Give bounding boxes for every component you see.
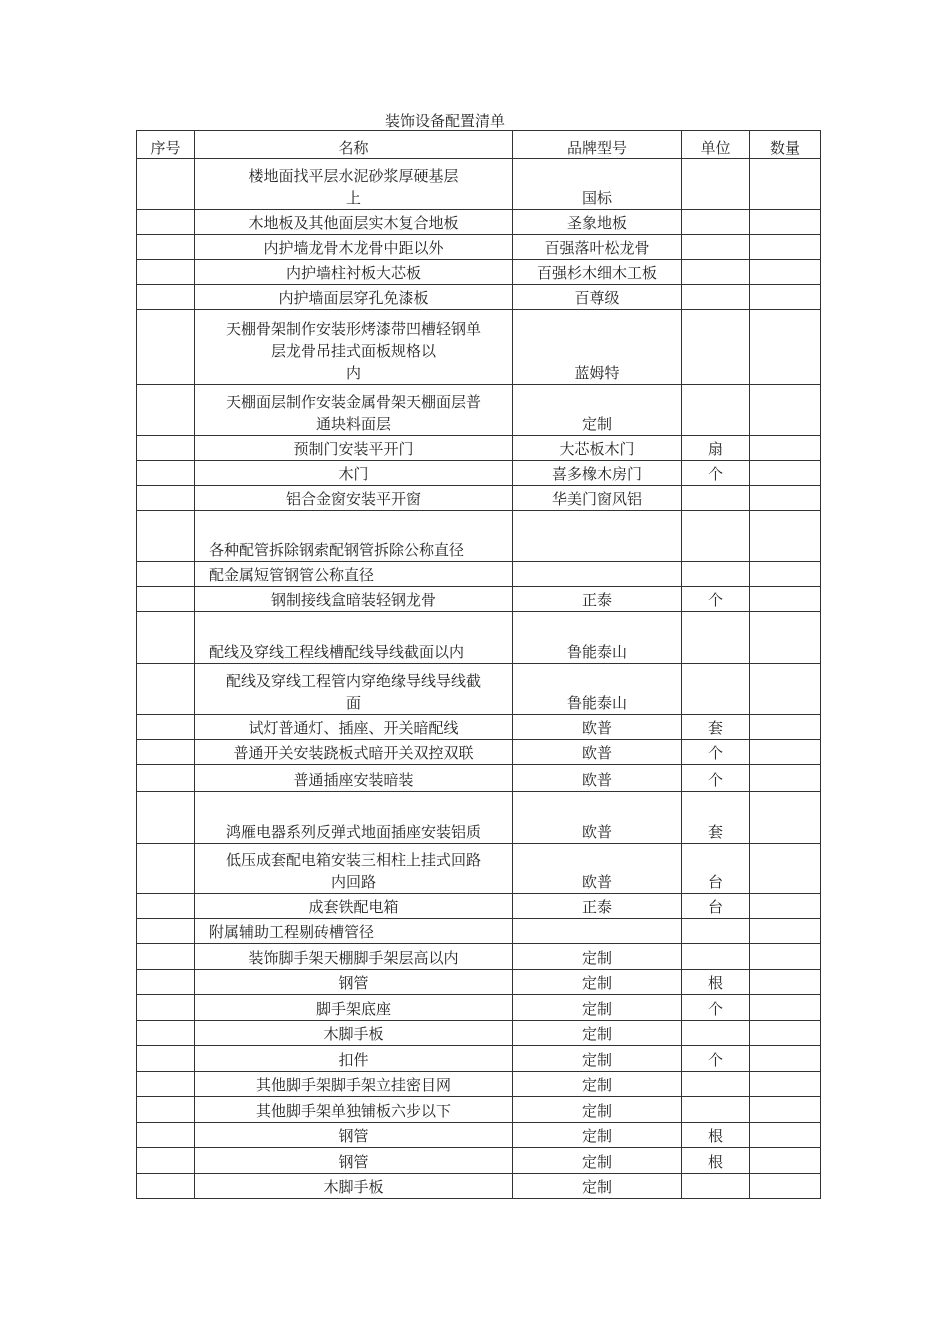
cell-no bbox=[137, 844, 195, 894]
cell-brand: 欧普 bbox=[513, 715, 682, 740]
cell-brand: 百尊级 bbox=[513, 285, 682, 310]
header-name: 名称 bbox=[195, 131, 513, 159]
cell-brand: 华美门窗风铝 bbox=[513, 486, 682, 511]
cell-qty bbox=[750, 285, 821, 310]
cell-unit bbox=[682, 1021, 750, 1046]
cell-qty bbox=[750, 562, 821, 587]
table-row bbox=[137, 1174, 821, 1199]
cell-unit bbox=[682, 260, 750, 285]
cell-brand: 蓝姆特 bbox=[513, 310, 682, 385]
cell-no bbox=[137, 715, 195, 740]
cell-no bbox=[137, 664, 195, 715]
cell-unit bbox=[682, 285, 750, 310]
cell-qty bbox=[750, 1021, 821, 1046]
cell-name: 木脚手板 bbox=[195, 1021, 513, 1046]
cell-unit: 个 bbox=[682, 1046, 750, 1072]
cell-name: 配金属短管钢管公称直径 bbox=[195, 562, 513, 587]
cell-no bbox=[137, 436, 195, 461]
cell-brand: 百强落叶松龙骨 bbox=[513, 235, 682, 260]
cell-no bbox=[137, 995, 195, 1021]
cell-unit bbox=[682, 1097, 750, 1123]
cell-no bbox=[137, 285, 195, 310]
cell-no bbox=[137, 894, 195, 919]
cell-name: 普通插座安装暗装 bbox=[195, 765, 513, 792]
cell-unit: 个 bbox=[682, 740, 750, 765]
cell-name: 试灯普通灯、插座、开关暗配线 bbox=[195, 715, 513, 740]
cell-unit: 根 bbox=[682, 970, 750, 995]
cell-unit: 套 bbox=[682, 792, 750, 844]
table-header-row bbox=[137, 131, 821, 159]
table-row bbox=[137, 894, 821, 919]
cell-brand: 圣象地板 bbox=[513, 210, 682, 235]
cell-qty bbox=[750, 740, 821, 765]
cell-unit: 扇 bbox=[682, 436, 750, 461]
cell-unit bbox=[682, 944, 750, 970]
cell-brand: 定制 bbox=[513, 1097, 682, 1123]
cell-name: 内护墙面层穿孔免漆板 bbox=[195, 285, 513, 310]
cell-unit: 个 bbox=[682, 995, 750, 1021]
cell-brand: 欧普 bbox=[513, 844, 682, 894]
table-row bbox=[137, 1123, 821, 1148]
header-no: 序号 bbox=[137, 131, 195, 159]
cell-no bbox=[137, 1072, 195, 1097]
cell-no bbox=[137, 1046, 195, 1072]
cell-name: 各种配管拆除钢索配钢管拆除公称直径 bbox=[195, 511, 513, 562]
cell-no bbox=[137, 970, 195, 995]
table-row bbox=[137, 1148, 821, 1174]
cell-brand: 欧普 bbox=[513, 765, 682, 792]
cell-unit bbox=[682, 486, 750, 511]
cell-name: 内护墙龙骨木龙骨中距以外 bbox=[195, 235, 513, 260]
cell-brand: 百强杉木细木工板 bbox=[513, 260, 682, 285]
table-row bbox=[137, 159, 821, 210]
cell-no bbox=[137, 1123, 195, 1148]
cell-qty bbox=[750, 1046, 821, 1072]
cell-qty bbox=[750, 844, 821, 894]
cell-qty bbox=[750, 260, 821, 285]
cell-brand: 定制 bbox=[513, 1021, 682, 1046]
cell-name: 配线及穿线工程线槽配线导线截面以内 bbox=[195, 612, 513, 664]
cell-brand: 定制 bbox=[513, 1148, 682, 1174]
cell-name: 天棚面层制作安装金属骨架天棚面层普 通块料面层 bbox=[195, 385, 513, 436]
cell-name: 楼地面找平层水泥砂浆厚硬基层 上 bbox=[195, 159, 513, 210]
cell-no bbox=[137, 612, 195, 664]
table-row bbox=[137, 511, 821, 562]
cell-name: 扣件 bbox=[195, 1046, 513, 1072]
cell-no bbox=[137, 765, 195, 792]
table-row bbox=[137, 792, 821, 844]
cell-qty bbox=[750, 461, 821, 486]
cell-brand: 定制 bbox=[513, 1174, 682, 1199]
cell-qty bbox=[750, 664, 821, 715]
cell-brand: 正泰 bbox=[513, 894, 682, 919]
cell-name: 钢制接线盒暗装轻钢龙骨 bbox=[195, 587, 513, 612]
table-row bbox=[137, 1097, 821, 1123]
table-row bbox=[137, 844, 821, 894]
cell-brand: 欧普 bbox=[513, 792, 682, 844]
cell-no bbox=[137, 461, 195, 486]
table-row bbox=[137, 995, 821, 1021]
cell-qty bbox=[750, 235, 821, 260]
cell-unit: 根 bbox=[682, 1123, 750, 1148]
cell-qty bbox=[750, 894, 821, 919]
cell-qty bbox=[750, 159, 821, 210]
cell-name: 钢管 bbox=[195, 1123, 513, 1148]
cell-unit: 台 bbox=[682, 894, 750, 919]
cell-qty bbox=[750, 765, 821, 792]
table-row bbox=[137, 235, 821, 260]
table-row bbox=[137, 385, 821, 436]
cell-unit bbox=[682, 210, 750, 235]
cell-qty bbox=[750, 612, 821, 664]
cell-unit: 台 bbox=[682, 844, 750, 894]
cell-brand: 定制 bbox=[513, 1123, 682, 1148]
cell-unit bbox=[682, 1174, 750, 1199]
table-row bbox=[137, 715, 821, 740]
cell-name: 配线及穿线工程管内穿绝缘导线导线截 面 bbox=[195, 664, 513, 715]
table-row bbox=[137, 461, 821, 486]
cell-brand: 定制 bbox=[513, 1072, 682, 1097]
cell-no bbox=[137, 511, 195, 562]
cell-no bbox=[137, 486, 195, 511]
cell-no bbox=[137, 310, 195, 385]
cell-unit: 根 bbox=[682, 1148, 750, 1174]
cell-brand: 欧普 bbox=[513, 740, 682, 765]
table-row bbox=[137, 310, 821, 385]
table-row bbox=[137, 486, 821, 511]
cell-qty bbox=[750, 715, 821, 740]
cell-unit bbox=[682, 1072, 750, 1097]
cell-qty bbox=[750, 385, 821, 436]
cell-unit bbox=[682, 385, 750, 436]
cell-brand bbox=[513, 562, 682, 587]
cell-name: 装饰脚手架天棚脚手架层高以内 bbox=[195, 944, 513, 970]
cell-no bbox=[137, 159, 195, 210]
cell-unit bbox=[682, 159, 750, 210]
table-row bbox=[137, 562, 821, 587]
cell-qty bbox=[750, 1123, 821, 1148]
cell-no bbox=[137, 919, 195, 944]
cell-name: 铝合金窗安装平开窗 bbox=[195, 486, 513, 511]
cell-name: 内护墙柱衬板大芯板 bbox=[195, 260, 513, 285]
cell-brand: 鲁能泰山 bbox=[513, 664, 682, 715]
cell-qty bbox=[750, 944, 821, 970]
cell-name: 木地板及其他面层实木复合地板 bbox=[195, 210, 513, 235]
cell-qty bbox=[750, 486, 821, 511]
cell-name: 其他脚手架单独铺板六步以下 bbox=[195, 1097, 513, 1123]
cell-name: 钢管 bbox=[195, 1148, 513, 1174]
cell-no bbox=[137, 1148, 195, 1174]
cell-qty bbox=[750, 587, 821, 612]
table-row bbox=[137, 740, 821, 765]
cell-no bbox=[137, 740, 195, 765]
equipment-table bbox=[136, 130, 821, 1199]
cell-qty bbox=[750, 210, 821, 235]
cell-brand: 喜多橡木房门 bbox=[513, 461, 682, 486]
table-row bbox=[137, 587, 821, 612]
table-row bbox=[137, 1072, 821, 1097]
table-row bbox=[137, 285, 821, 310]
cell-unit bbox=[682, 310, 750, 385]
cell-unit: 套 bbox=[682, 715, 750, 740]
cell-brand: 定制 bbox=[513, 995, 682, 1021]
table-row bbox=[137, 210, 821, 235]
table-row bbox=[137, 260, 821, 285]
cell-qty bbox=[750, 511, 821, 562]
table-row bbox=[137, 1046, 821, 1072]
table-row bbox=[137, 436, 821, 461]
cell-unit bbox=[682, 612, 750, 664]
cell-name: 低压成套配电箱安装三相柱上挂式回路 内回路 bbox=[195, 844, 513, 894]
cell-name: 鸿雁电器系列反弹式地面插座安装铝质 bbox=[195, 792, 513, 844]
cell-name: 天棚骨架制作安装形烤漆带凹槽轻钢单 层龙骨吊挂式面板规格以 内 bbox=[195, 310, 513, 385]
table-row bbox=[137, 919, 821, 944]
cell-qty bbox=[750, 919, 821, 944]
cell-unit bbox=[682, 562, 750, 587]
cell-qty bbox=[750, 1174, 821, 1199]
cell-brand bbox=[513, 511, 682, 562]
header-unit: 单位 bbox=[682, 131, 750, 159]
cell-unit bbox=[682, 235, 750, 260]
cell-qty bbox=[750, 792, 821, 844]
cell-brand: 正泰 bbox=[513, 587, 682, 612]
cell-brand: 定制 bbox=[513, 944, 682, 970]
cell-name: 普通开关安装跷板式暗开关双控双联 bbox=[195, 740, 513, 765]
cell-no bbox=[137, 1097, 195, 1123]
cell-qty bbox=[750, 995, 821, 1021]
cell-name: 木门 bbox=[195, 461, 513, 486]
cell-unit: 个 bbox=[682, 765, 750, 792]
header-qty: 数量 bbox=[750, 131, 821, 159]
cell-brand: 鲁能泰山 bbox=[513, 612, 682, 664]
table-row bbox=[137, 970, 821, 995]
cell-name: 预制门安装平开门 bbox=[195, 436, 513, 461]
cell-unit bbox=[682, 664, 750, 715]
table-row bbox=[137, 765, 821, 792]
cell-unit: 个 bbox=[682, 587, 750, 612]
header-brand: 品牌型号 bbox=[513, 131, 682, 159]
cell-unit: 个 bbox=[682, 461, 750, 486]
cell-no bbox=[137, 235, 195, 260]
cell-brand bbox=[513, 919, 682, 944]
cell-no bbox=[137, 210, 195, 235]
cell-name: 附属辅助工程剔砖槽管径 bbox=[195, 919, 513, 944]
cell-unit bbox=[682, 511, 750, 562]
table-row bbox=[137, 664, 821, 715]
cell-name: 其他脚手架脚手架立挂密目网 bbox=[195, 1072, 513, 1097]
cell-brand: 定制 bbox=[513, 385, 682, 436]
cell-brand: 大芯板木门 bbox=[513, 436, 682, 461]
cell-no bbox=[137, 562, 195, 587]
cell-qty bbox=[750, 1097, 821, 1123]
cell-brand: 定制 bbox=[513, 1046, 682, 1072]
cell-no bbox=[137, 1174, 195, 1199]
cell-name: 脚手架底座 bbox=[195, 995, 513, 1021]
table-row bbox=[137, 612, 821, 664]
cell-name: 木脚手板 bbox=[195, 1174, 513, 1199]
cell-name: 成套铁配电箱 bbox=[195, 894, 513, 919]
cell-qty bbox=[750, 970, 821, 995]
cell-qty bbox=[750, 1148, 821, 1174]
cell-no bbox=[137, 944, 195, 970]
cell-unit bbox=[682, 919, 750, 944]
cell-qty bbox=[750, 1072, 821, 1097]
cell-no bbox=[137, 260, 195, 285]
cell-no bbox=[137, 587, 195, 612]
cell-no bbox=[137, 792, 195, 844]
cell-brand: 定制 bbox=[513, 970, 682, 995]
cell-no bbox=[137, 1021, 195, 1046]
document-title: 装饰设备配置清单 bbox=[384, 112, 505, 130]
table-row bbox=[137, 944, 821, 970]
cell-qty bbox=[750, 436, 821, 461]
cell-no bbox=[137, 385, 195, 436]
table-row bbox=[137, 1021, 821, 1046]
cell-name: 钢管 bbox=[195, 970, 513, 995]
cell-brand: 国标 bbox=[513, 159, 682, 210]
cell-qty bbox=[750, 310, 821, 385]
